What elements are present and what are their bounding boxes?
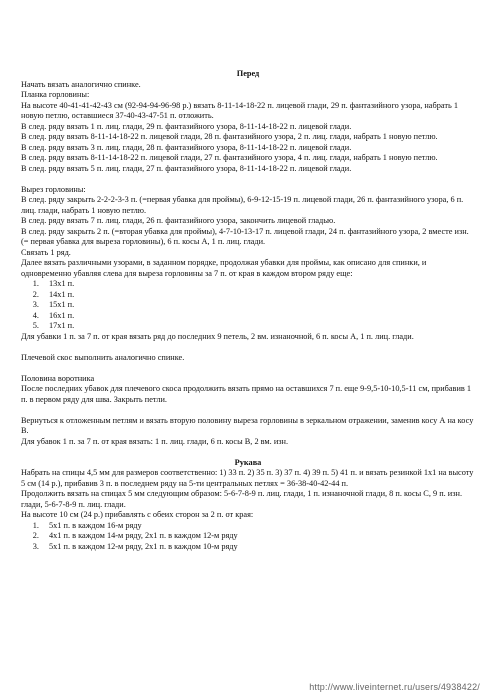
paragraph: После последних убавок для плечевого скоса продолжить вязать прямо на оставшихся 7 п. еще 9-9,5-10-10,5-11 см, прибавив 1 п. в первом ряду для шва. Закрыть петли.: [21, 384, 472, 404]
section-title-sleeves: Рукава: [234, 457, 262, 467]
paragraph: Далее вязать различными узорами, в заданном порядке, продолжая убавки для проймы, как описано для спинки, и одновременно убавляя слева для выреза горловины за 7 п. от края в каждом втором ряду еще:: [21, 258, 427, 278]
list-item: 1. 13х1 п.: [41, 279, 475, 290]
subheading-collar: Половина воротника: [21, 373, 95, 383]
spacer: [21, 174, 475, 185]
paragraph: В след. ряду вязать 5 п. лиц. глади, 27 п. фантазийного узора, 8-11-14-18-22 п. лицевой глади.: [21, 163, 352, 173]
list-item: 5. 17х1 п.: [41, 321, 475, 332]
paragraph: Для убавки 1 п. за 7 п. от края вязать ряд до последних 9 петель, 2 вм. изнаночной, 6 п. косы А, 1 п. лиц. глади.: [21, 331, 414, 341]
source-url-watermark: http://www.liveinternet.ru/users/4938422/: [309, 682, 480, 692]
paragraph: Набрать на спицы 4,5 мм для размеров соответственно: 1) 33 п. 2) 35 п. 3) 37 п. 4) 39 п. 5) 41 п. и вязать резинкой 1х1 на высоту 5 см (14 р.), прибавив 3 п. в последнем ряду на 5-ти центральных петлях = 36-38-40-42-44 п.: [21, 468, 474, 488]
paragraph: На высоте 10 см (24 р.) прибавлять с обеих сторон за 2 п. от края:: [21, 510, 254, 519]
list-item: 2. 4х1 п. в каждом 14-м ряду, 2х1 п. в каждом 12-м ряду: [41, 531, 475, 542]
paragraph: На высоте 40-41-41-42-43 см (92-94-94-96-98 р.) вязать 8-11-14-18-22 п. лицевой глади, 29 п. фантазийного узора, набрать 1 новую петлю, оставшиеся 37-40-43-47-51 п. отложить.: [21, 100, 458, 120]
paragraph: Плечевой скос выполнить аналогично спинке.: [21, 352, 185, 362]
list-item: 4. 16х1 п.: [41, 311, 475, 322]
paragraph: В след. ряду вязать 8-11-14-18-22 п. лицевой глади, 27 п. фантазийного узора, 4 п. лиц. глади, набрать 1 новую петлю.: [21, 153, 438, 162]
paragraph: Связать 1 ряд.: [21, 247, 71, 257]
decrease-list: [21, 279, 475, 332]
paragraph: В след. ряду вязать 3 п. лиц. глади, 28 п. фантазийного узора, 8-11-14-18-22 п. лицевой глади.: [21, 142, 352, 152]
list-item: 3. 15х1 п.: [41, 300, 475, 311]
list-item: 1. 5х1 п. в каждом 16-м ряду: [41, 521, 475, 532]
increase-list: [21, 521, 475, 553]
list-item: 2. 14х1 п.: [41, 290, 475, 301]
spacer: [21, 342, 475, 353]
spacer: [21, 363, 475, 374]
paragraph: Вернуться к отложенным петлям и вязать вторую половину выреза горловины в зеркальном отражении, заменив косу А на косу В.: [21, 415, 474, 435]
section-title-front: Перед: [236, 69, 260, 78]
document-page: [21, 69, 475, 552]
paragraph: Для убавок 1 п. за 7 п. от края вязать: 1 п. лиц. глади, 6 п. косы В, 2 вм. изн.: [21, 436, 289, 446]
paragraph: В след. ряду закрыть 2 п. (=вторая убавка для проймы), 4-7-10-13-17 п. лицевой глади, 24 п. фантазийного узора, 2 вместе изн. (= первая убавка для выреза горловины), 6 п. косы А, 1 п. лиц. глади.: [21, 226, 469, 246]
paragraph: Начать вязать аналогично спинке.: [21, 79, 141, 89]
list-item: 3. 5х1 п. в каждом 12-м ряду, 2х1 п. в каждом 10-м ряду: [41, 542, 475, 553]
paragraph: Планка горловины:: [21, 90, 90, 99]
paragraph: В след. ряду вязать 8-11-14-18-22 п. лицевой глади, 28 п. фантазийного узора, 2 п. лиц. глади, набрать 1 новую петлю.: [21, 132, 438, 141]
subheading-neckline: Вырез горловины:: [21, 184, 86, 194]
paragraph: Продолжить вязать на спицах 5 мм следующим образом: 5-6-7-8-9 п. лиц. глади, 1 п. изнаночной глади, 8 п. косы С, 9 п. изн. глади, 5-6-7-8-9 п. лиц. глади.: [21, 489, 463, 509]
paragraph: В след. ряду вязать 1 п. лиц. глади, 29 п. фантазийного узора, 8-11-14-18-22 п. лицевой глади.: [21, 121, 352, 131]
paragraph: В след. ряду закрыть 2-2-2-3-3 п. (=первая убавка для проймы), 6-9-12-15-19 п. лицевой глади, 26 п. фантазийного узора, 6 п. лиц. глади, набрать 1 новую петлю.: [21, 195, 464, 215]
spacer: [21, 405, 475, 416]
paragraph: В след. ряду вязать 7 п. лиц. глади, 26 п. фантазийного узора, закончить лицевой гладью.: [21, 216, 336, 225]
spacer: [21, 447, 475, 458]
